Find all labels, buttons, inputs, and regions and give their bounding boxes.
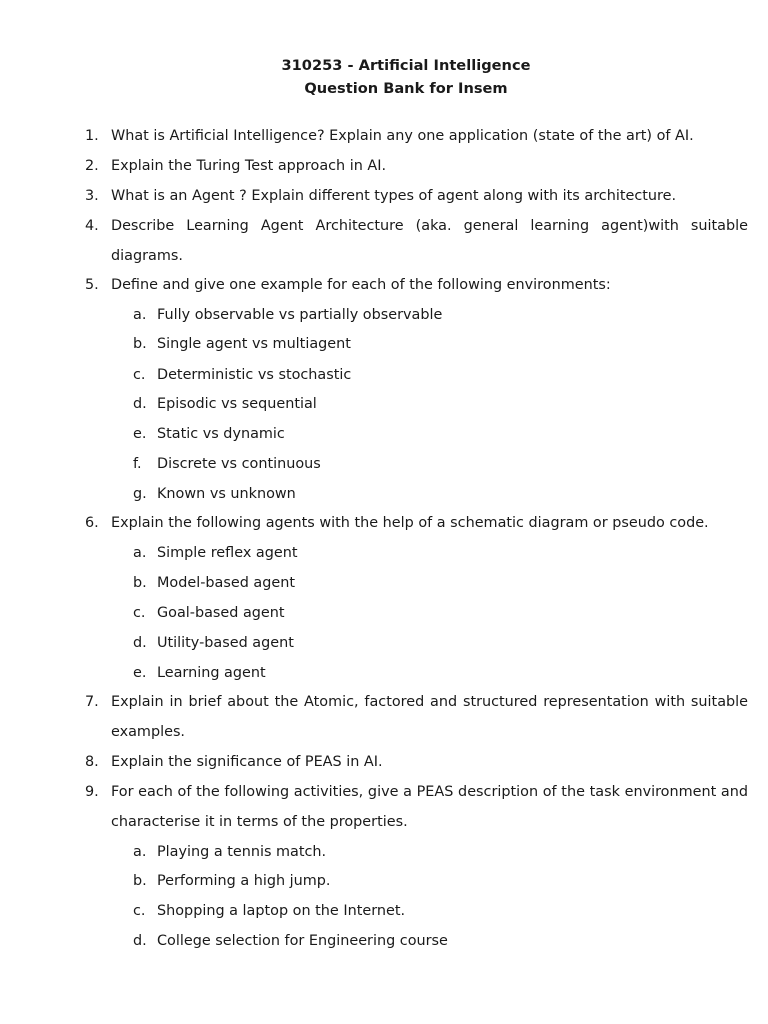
sub-item: [133, 538, 717, 568]
question-text: Explain the Turing Test approach in AI.: [111, 158, 387, 174]
question-1: [85, 121, 748, 151]
sub-item-text: Performing a high jump.: [157, 873, 331, 889]
sub-item-text: Learning agent: [157, 665, 266, 681]
sub-item-text: Simple reflex agent: [157, 545, 298, 561]
sub-item-letter: b.: [133, 873, 147, 889]
question-text-line-2: examples.: [111, 724, 186, 740]
sub-item: [133, 360, 717, 390]
sub-item: [133, 896, 717, 926]
sub-item: [133, 300, 717, 330]
sub-item-letter: f.: [133, 456, 142, 472]
sub-item: [133, 568, 717, 598]
sub-item-letter: d.: [133, 635, 147, 651]
question-text-line-1: Describe Learning Agent Architecture (aka. general learning agent)with suitable: [111, 218, 748, 234]
sub-item: [133, 479, 717, 509]
question-number: 4.: [85, 218, 99, 234]
sub-item: [133, 658, 717, 688]
question-3: [85, 181, 748, 211]
question-text-line-2: diagrams.: [111, 248, 183, 264]
sub-item-letter: d.: [133, 933, 147, 949]
sub-item-text: Deterministic vs stochastic: [157, 367, 352, 383]
sub-item: [133, 926, 717, 956]
sub-item-letter: c.: [133, 903, 146, 919]
question-text: Explain the following agents with the help of a schematic diagram or pseudo code.: [111, 515, 709, 531]
document-title: 310253 - Artificial Intelligence: [281, 57, 531, 74]
sub-item-letter: c.: [133, 605, 146, 621]
sub-item-text: Shopping a laptop on the Internet.: [157, 903, 406, 919]
sub-item-text: College selection for Engineering course: [157, 933, 448, 949]
sub-item-letter: g.: [133, 486, 147, 502]
sub-item-letter: a.: [133, 545, 147, 561]
question-text-line-1: For each of the following activities, give a PEAS description of the task environment and: [111, 784, 748, 800]
sub-item-letter: d.: [133, 396, 147, 412]
sub-item-letter: b.: [133, 575, 147, 591]
sub-item-letter: c.: [133, 367, 146, 383]
question-number: 9.: [85, 784, 99, 800]
question-7: [85, 687, 748, 747]
sub-item: [133, 389, 717, 419]
question-text-line-2: characterise it in terms of the properties.: [111, 814, 408, 830]
sub-item: [133, 449, 717, 479]
sub-item-text: Utility-based agent: [157, 635, 294, 651]
question-number: 3.: [85, 188, 99, 204]
question-number: 7.: [85, 694, 99, 710]
question-text: What is an Agent ? Explain different types of agent along with its architecture.: [111, 188, 677, 204]
question-5: [85, 270, 748, 300]
question-number: 1.: [85, 128, 99, 144]
question-9: [85, 777, 748, 837]
sub-item-text: Goal-based agent: [157, 605, 285, 621]
question-number: 6.: [85, 515, 99, 531]
question-4: [85, 211, 748, 271]
sub-item-letter: a.: [133, 307, 147, 323]
sub-item-letter: b.: [133, 336, 147, 352]
sub-item: [133, 866, 717, 896]
question-number: 5.: [85, 277, 99, 293]
sub-item-text: Episodic vs sequential: [157, 396, 317, 412]
sub-item: [133, 628, 717, 658]
sub-item-text: Model-based agent: [157, 575, 295, 591]
sub-item: [133, 598, 717, 628]
question-number: 2.: [85, 158, 99, 174]
question-text: Explain the significance of PEAS in AI.: [111, 754, 383, 770]
sub-item-text: Static vs dynamic: [157, 426, 285, 442]
sub-item-text: Discrete vs continuous: [157, 456, 321, 472]
question-number: 8.: [85, 754, 99, 770]
sub-item-text: Playing a tennis match.: [157, 844, 327, 860]
document-subtitle: Question Bank for Insem: [304, 80, 508, 97]
question-text: Define and give one example for each of the following environments:: [111, 277, 611, 293]
sub-item-text: Single agent vs multiagent: [157, 336, 351, 352]
sub-item: [133, 329, 717, 359]
sub-item: [133, 837, 717, 867]
question-6: [85, 508, 748, 538]
question-text-line-1: Explain in brief about the Atomic, factored and structured representation with suitable: [111, 694, 748, 710]
sub-item-text: Known vs unknown: [157, 486, 296, 502]
question-2: [85, 151, 748, 181]
sub-item-letter: e.: [133, 426, 147, 442]
question-text: What is Artificial Intelligence? Explain any one application (state of the art) of AI.: [111, 128, 694, 144]
sub-item-letter: a.: [133, 844, 147, 860]
sub-item-letter: e.: [133, 665, 147, 681]
sub-item: [133, 419, 717, 449]
question-8: [85, 747, 748, 777]
sub-item-text: Fully observable vs partially observable: [157, 307, 443, 323]
